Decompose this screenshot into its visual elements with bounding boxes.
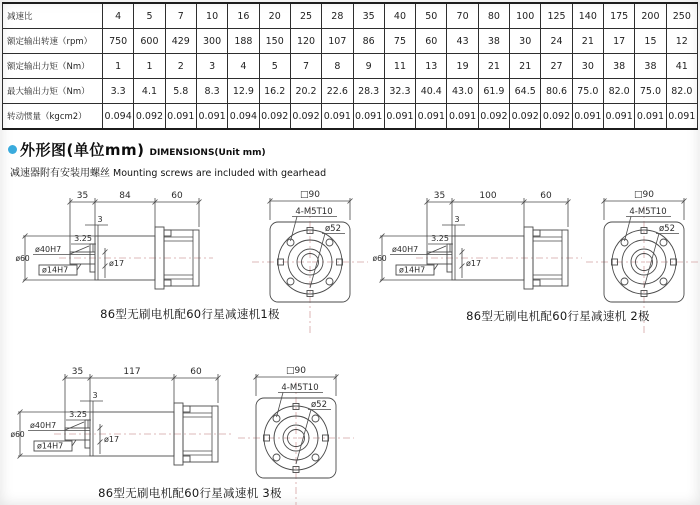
spec-cell: 1 [134,54,165,79]
spec-cell: 120 [290,29,321,54]
spec-cell: 0.092 [541,104,572,130]
dim-label: 3 [454,215,460,224]
section-title-en: DIMENSIONS(Unit mm) [149,148,266,158]
spec-cell: 8.3 [196,79,227,104]
spec-cell: 125 [541,3,572,29]
dim-label: ø60 [15,254,30,263]
spec-cell: 20.2 [290,79,321,104]
spec-cell: 19 [447,54,478,79]
section-subtitle-cn: 减速器附有安装用螺丝 [10,168,110,179]
dim-label: 84 [119,191,131,201]
spec-cell: 5 [259,54,290,79]
dim-label: □90 [634,190,654,200]
dim-label: 117 [123,367,141,377]
spec-cell: 75.0 [635,79,666,104]
spec-cell: 250 [666,3,697,29]
spec-cell: 38 [635,54,666,79]
spec-row [3,79,698,104]
dim-label: ø17 [109,259,125,268]
spec-cell: 4 [103,3,134,29]
spec-cell: 64.5 [510,79,541,104]
dim-label: ø52 [310,400,328,410]
spec-cell: 11 [384,54,415,79]
spec-cell: 28 [322,3,353,29]
spec-cell: 16.2 [259,79,290,104]
dim-label: ø14H7 [42,265,69,275]
spec-row [3,29,698,54]
dim-label: ø60 [10,430,25,439]
spec-cell: 0.092 [290,104,321,130]
spec-cell: 35 [353,3,384,29]
spec-cell: 0.091 [604,104,635,130]
spec-cell: 75.0 [572,79,603,104]
spec-cell: 41 [666,54,697,79]
spec-cell: 30 [510,29,541,54]
spec-row-label: 额定输出转速（rpm） [3,29,103,54]
dim-label: 3.25 [69,410,87,419]
dim-label: 35 [433,191,446,201]
spec-cell: 22.6 [322,79,353,104]
caption-1pole: 86型无刷电机配60行星减速机1极 [100,307,280,321]
spec-cell: 28.3 [353,79,384,104]
spec-row [3,3,698,29]
spec-cell: 0.091 [416,104,447,130]
spec-cell: 60 [416,29,447,54]
spec-cell: 17 [604,29,635,54]
spec-cell: 12.9 [228,79,259,104]
spec-cell: 13 [416,54,447,79]
section-subtitle [10,161,326,180]
spec-cell: 32.3 [384,79,415,104]
dim-label: ø14H7 [399,265,426,275]
section-subtitle-en: Mounting screws are included with gearhead [113,168,327,179]
spec-cell: 0.091 [666,104,697,130]
caption-3pole: 86型无刷电机配60行星减速机 3极 [98,486,282,500]
spec-cell: 21 [510,54,541,79]
spec-cell: 40.4 [416,79,447,104]
spec-cell: 8 [322,54,353,79]
spec-cell: 0.091 [165,104,196,130]
spec-cell: 12 [666,29,697,54]
spec-cell: 0.091 [196,104,227,130]
spec-row-label: 转动惯量（kgcm2） [3,104,103,130]
spec-cell: 10 [196,3,227,29]
spec-cell: 200 [635,3,666,29]
spec-cell: 750 [103,29,134,54]
dim-label: 4-M5T10 [629,207,667,217]
bullet-icon [8,145,17,154]
dim-label: 3 [92,391,98,400]
spec-cell: 429 [165,29,196,54]
spec-cell: 107 [322,29,353,54]
spec-cell: 80 [478,3,509,29]
dim-label: ø14H7 [37,441,64,451]
spec-cell: 24 [541,29,572,54]
spec-cell: 7 [165,3,196,29]
spec-cell: 50 [416,3,447,29]
spec-cell: 5.8 [165,79,196,104]
spec-cell: 9 [353,54,384,79]
dim-label: 100 [479,191,497,201]
dim-label: ø40H7 [35,245,62,254]
spec-cell: 38 [478,29,509,54]
dim-label: 3 [97,215,103,224]
spec-cell: 0.091 [353,104,384,130]
spec-cell: 40 [384,3,415,29]
spec-cell: 3 [196,54,227,79]
dim-label: ø40H7 [392,245,419,254]
dim-label: ø52 [658,224,676,234]
dim-label: 60 [540,191,552,201]
spec-cell: 43.0 [447,79,478,104]
spec-cell: 75 [384,29,415,54]
spec-cell: 0.091 [447,104,478,130]
spec-row [3,54,698,79]
spec-cell: 3.3 [103,79,134,104]
spec-cell: 188 [228,29,259,54]
spec-cell: 20 [259,3,290,29]
dim-label: 35 [71,367,84,377]
spec-cell: 0.091 [384,104,415,130]
spec-table [2,2,698,130]
dim-label: 60 [171,191,183,201]
spec-cell: 0.092 [259,104,290,130]
dim-label: ø60 [372,254,387,263]
spec-cell: 0.091 [572,104,603,130]
spec-cell: 16 [228,3,259,29]
dim-label: ø40H7 [30,421,57,430]
spec-cell: 82.0 [604,79,635,104]
dim-label: 4-M5T10 [295,207,333,217]
dim-label: ø17 [104,435,120,444]
spec-cell: 0.091 [635,104,666,130]
section-heading [8,139,266,160]
spec-cell: 0.091 [322,104,353,130]
spec-cell: 70 [447,3,478,29]
spec-cell: 0.092 [510,104,541,130]
spec-cell: 0.094 [103,104,134,130]
spec-cell: 80.6 [541,79,572,104]
side-view-1pole [15,186,215,316]
dim-label: ø52 [324,224,342,234]
dim-label: 60 [190,367,202,377]
spec-cell: 25 [290,3,321,29]
spec-row-label: 额定输出力矩（Nm） [3,54,103,79]
spec-cell: 86 [353,29,384,54]
spec-cell: 4.1 [134,79,165,104]
spec-cell: 0.094 [228,104,259,130]
spec-cell: 5 [134,3,165,29]
spec-cell: 21 [478,54,509,79]
side-view-3pole [10,362,234,492]
side-view-2pole [372,186,584,316]
dim-label: 35 [76,191,89,201]
face-view-3pole [236,362,356,505]
spec-cell: 140 [572,3,603,29]
spec-cell: 7 [290,54,321,79]
spec-cell: 61.9 [478,79,509,104]
spec-cell: 30 [572,54,603,79]
dim-label: 4-M5T10 [281,383,319,393]
spec-cell: 100 [510,3,541,29]
spec-cell: 82.0 [666,79,697,104]
spec-cell: 43 [447,29,478,54]
spec-cell: 21 [572,29,603,54]
spec-cell: 4 [228,54,259,79]
spec-cell: 300 [196,29,227,54]
spec-cell: 0.092 [478,104,509,130]
spec-cell: 15 [635,29,666,54]
section-title-cn: 外形图(单位mm) [20,141,145,159]
spec-cell: 2 [165,54,196,79]
spec-cell: 175 [604,3,635,29]
spec-cell: 600 [134,29,165,54]
spec-row-label: 减速比 [3,3,103,29]
spec-cell: 150 [259,29,290,54]
dim-label: 3.25 [74,234,92,243]
spec-cell: 38 [604,54,635,79]
spec-row-label: 最大输出力矩（Nm） [3,79,103,104]
dim-label: □90 [286,366,306,376]
dim-label: □90 [300,190,320,200]
spec-cell: 1 [103,54,134,79]
spec-cell: 27 [541,54,572,79]
dim-label: ø17 [466,259,482,268]
dim-label: 3.25 [431,234,449,243]
caption-2pole: 86型无刷电机配60行星减速机 2极 [466,309,650,323]
spec-cell: 0.092 [134,104,165,130]
spec-row [3,104,698,130]
